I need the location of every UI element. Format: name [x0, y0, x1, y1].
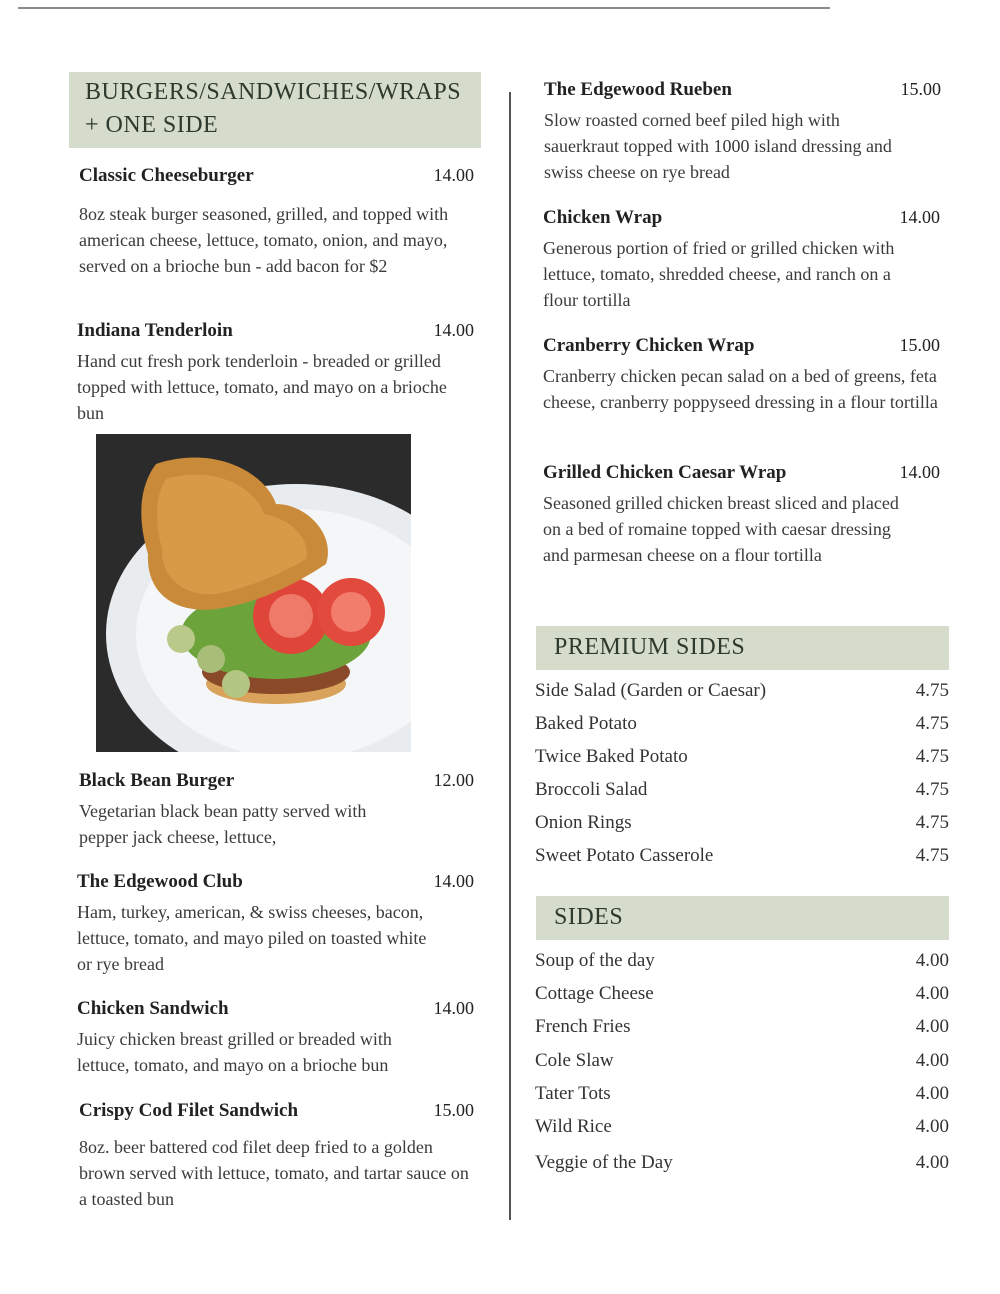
item-name: Indiana Tenderloin: [77, 320, 233, 341]
side-price: 4.75: [915, 812, 949, 833]
item-price: 15.00: [900, 79, 941, 99]
item-name: Chicken Sandwich: [77, 998, 229, 1019]
item-description: 8oz steak burger seasoned, grilled, and topped with american cheese, lettuce, tomato, onion, and mayo, served on a brioche bun - add bacon for $2: [79, 204, 449, 276]
item-description: 8oz. beer battered cod filet deep fried to a golden brown served with lettuce, tomato, and tartar sauce on a toasted bun: [79, 1137, 469, 1209]
item-description: Juicy chicken breast grilled or breaded with lettuce, tomato, and mayo on a brioche bun: [77, 1029, 392, 1075]
side-price: 4.00: [915, 983, 949, 1004]
side-name: Soup of the day: [535, 950, 655, 971]
side-name: Wild Rice: [535, 1116, 612, 1137]
item-description: Hand cut fresh pork tenderloin - breaded or grilled topped with lettuce, tomato, and mayo on a brioche bun: [77, 351, 447, 423]
item-name: Classic Cheeseburger: [79, 165, 254, 186]
item-description: Seasoned grilled chicken breast sliced and placed on a bed of romaine topped with caesar dressing and parmesan cheese on a flour tortilla: [543, 493, 899, 565]
side-item: [535, 713, 949, 735]
item-price: 14.00: [899, 462, 940, 482]
menu-item: [77, 998, 474, 1078]
section-title: BURGERS/SANDWICHES/WRAPS + ONE SIDE: [85, 79, 462, 138]
top-rule: [18, 7, 830, 9]
side-item: [535, 779, 949, 801]
section-header-premium-sides: [536, 626, 949, 670]
tenderloin-sandwich-illustration: [96, 434, 411, 752]
item-description: Ham, turkey, american, & swiss cheeses, bacon, lettuce, tomato, and mayo piled on toasted white or rye bread: [77, 902, 427, 974]
column-divider: [509, 92, 511, 1220]
side-item: [535, 746, 949, 768]
side-item: [535, 680, 949, 702]
side-item: [535, 1016, 949, 1038]
item-description: Vegetarian black bean patty served with pepper jack cheese, lettuce,: [79, 801, 367, 847]
side-price: 4.75: [915, 845, 949, 866]
menu-item: [543, 207, 940, 313]
item-price: 14.00: [433, 998, 474, 1018]
menu-item: [544, 79, 941, 185]
side-name: Baked Potato: [535, 713, 637, 734]
side-price: 4.00: [915, 1152, 949, 1173]
item-price: 15.00: [433, 1100, 474, 1120]
side-item: [535, 1050, 949, 1072]
item-description: Generous portion of fried or grilled chicken with lettuce, tomato, shredded cheese, and ranch on a flour tortilla: [543, 238, 895, 310]
side-item: [535, 1083, 949, 1105]
item-name: Grilled Chicken Caesar Wrap: [543, 462, 787, 483]
item-price: 14.00: [433, 165, 474, 185]
section-header-sides: [536, 896, 949, 940]
side-item: [535, 1116, 949, 1138]
item-price: 15.00: [899, 335, 940, 355]
item-description: Cranberry chicken pecan salad on a bed of greens, feta cheese, cranberry poppyseed dressing in a flour tortilla: [543, 366, 938, 412]
menu-item: [79, 1100, 474, 1212]
item-price: 14.00: [433, 320, 474, 340]
item-price: 14.00: [433, 871, 474, 891]
section-title: SIDES: [554, 904, 624, 930]
menu-item: [543, 335, 940, 415]
side-name: Sweet Potato Casserole: [535, 845, 714, 866]
side-price: 4.00: [915, 1050, 949, 1071]
menu-item: [543, 462, 940, 568]
item-price: 14.00: [899, 207, 940, 227]
side-item: [535, 845, 949, 867]
tenderloin-photo: [96, 434, 411, 752]
side-price: 4.75: [915, 746, 949, 767]
side-price: 4.00: [915, 1083, 949, 1104]
side-price: 4.75: [915, 713, 949, 734]
menu-item: [77, 320, 474, 426]
item-description: Slow roasted corned beef piled high with sauerkraut topped with 1000 island dressing and swiss cheese on rye bread: [544, 110, 892, 182]
menu-item: [77, 871, 474, 977]
side-price: 4.75: [915, 779, 949, 800]
side-price: 4.00: [915, 1016, 949, 1037]
side-price: 4.00: [915, 1116, 949, 1137]
item-name: The Edgewood Rueben: [544, 79, 732, 100]
side-name: Cottage Cheese: [535, 983, 654, 1004]
side-name: Veggie of the Day: [535, 1152, 673, 1173]
side-name: French Fries: [535, 1016, 631, 1037]
side-item: [535, 812, 949, 834]
side-item: [535, 983, 949, 1005]
item-name: Cranberry Chicken Wrap: [543, 335, 755, 356]
side-item: [535, 950, 949, 972]
item-price: 12.00: [433, 770, 474, 790]
section-header-burgers: [69, 72, 481, 148]
item-name: Black Bean Burger: [79, 770, 235, 791]
menu-item: [79, 165, 474, 279]
item-name: Crispy Cod Filet Sandwich: [79, 1100, 299, 1121]
side-name: Cole Slaw: [535, 1050, 614, 1071]
item-name: Chicken Wrap: [543, 207, 663, 228]
section-title: PREMIUM SIDES: [554, 634, 746, 660]
side-price: 4.75: [915, 680, 949, 701]
side-name: Onion Rings: [535, 812, 632, 833]
item-name: The Edgewood Club: [77, 871, 243, 892]
side-name: Twice Baked Potato: [535, 746, 688, 767]
side-item: [535, 1152, 949, 1174]
side-name: Side Salad (Garden or Caesar): [535, 680, 767, 701]
side-name: Tater Tots: [535, 1083, 611, 1104]
side-name: Broccoli Salad: [535, 779, 648, 800]
side-price: 4.00: [915, 950, 949, 971]
menu-item: [79, 770, 474, 850]
